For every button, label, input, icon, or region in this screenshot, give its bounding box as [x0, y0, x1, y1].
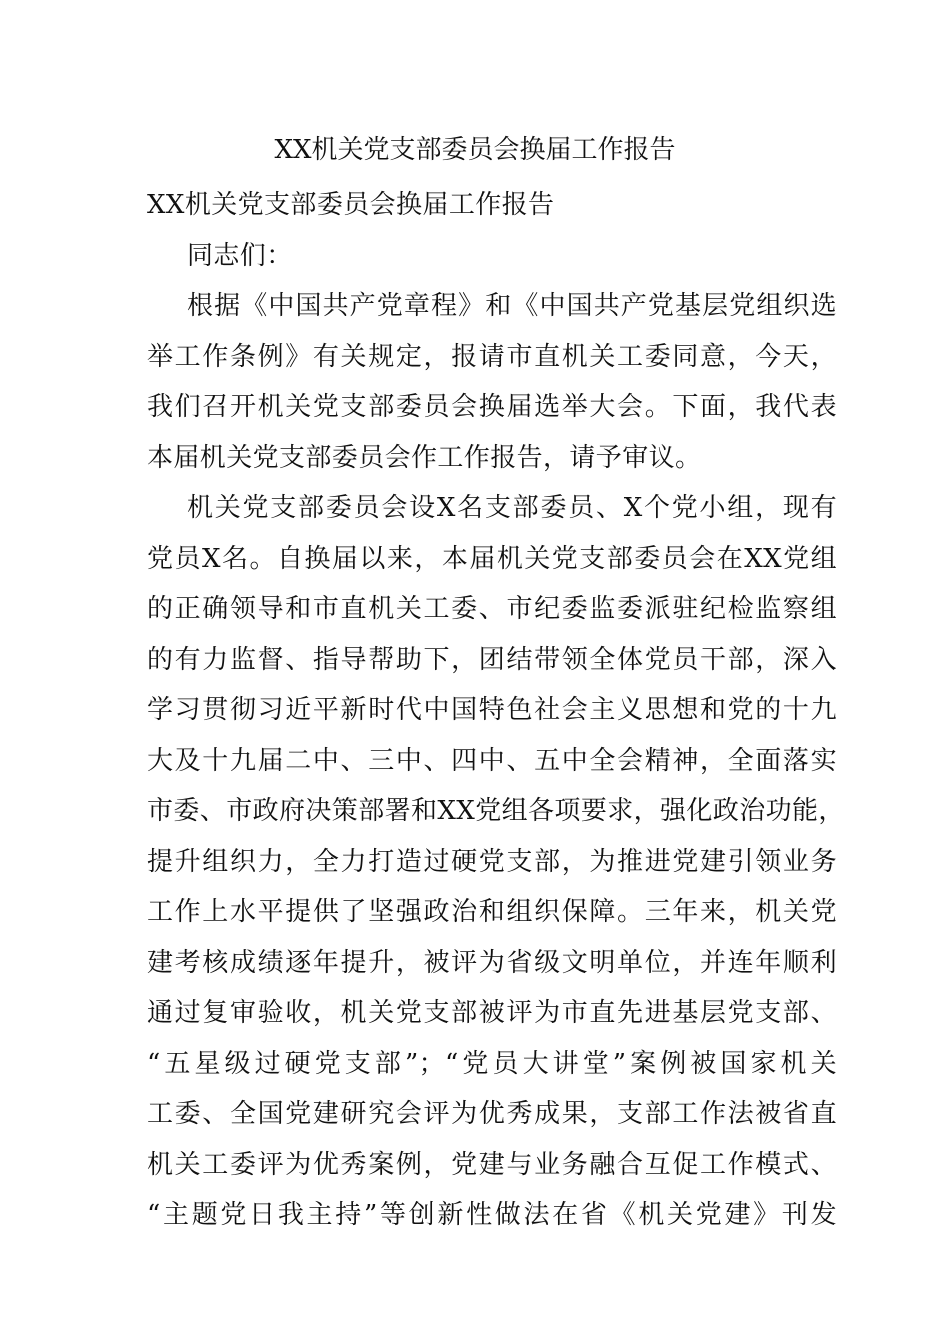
paragraph-line: 工委、全国党建研究会评为优秀成果，支部工作法被省直	[147, 1099, 837, 1129]
paragraph-line: 本届机关党支部委员会作工作报告，请予审议。	[147, 442, 702, 473]
paragraph-line: 提升组织力，全力打造过硬党支部，为推进党建引领业务	[147, 846, 837, 877]
document-body	[147, 180, 845, 1241]
paragraph-line: “五星级过硬党支部”；“党员大讲堂”案例被国家机关	[147, 1048, 837, 1079]
paragraph-line: 工作上水平提供了坚强政治和组织保障。三年来，机关党	[147, 897, 837, 927]
salutation-line: 同志们：	[187, 240, 293, 271]
paragraph-line: 的正确领导和市直机关工委、市纪委监委派驻纪检监察组	[147, 594, 837, 624]
paragraph-line: “主题党日我主持”等创新性做法在省《机关党建》刊发	[147, 1200, 837, 1230]
paragraph-line: 市委、市政府决策部署和XX党组各项要求，强化政治功能，	[147, 796, 845, 826]
paragraph-line: 的有力监督、指导帮助下，团结带领全体党员干部，深入	[147, 644, 837, 675]
paragraph-line: 机关工委评为优秀案例，党建与业务融合互促工作模式、	[147, 1149, 837, 1180]
paragraph-line: 学习贯彻习近平新时代中国特色社会主义思想和党的十九	[147, 695, 837, 725]
subtitle-line: XX机关党支部委员会换届工作报告	[147, 190, 555, 220]
paragraph-line: 举工作条例》有关规定，报请市直机关工委同意，今天，	[147, 341, 837, 372]
paragraph-line: 通过复审验收，机关党支部被评为市直先进基层党支部、	[147, 998, 837, 1028]
paragraph-line: 大及十九届二中、三中、四中、五中全会精神，全面落实	[147, 745, 837, 776]
paragraph-line: 根据《中国共产党章程》和《中国共产党基层党组织选	[187, 291, 837, 321]
paragraph-line: 机关党支部委员会设X名支部委员、X个党小组，现有	[187, 493, 837, 523]
paragraph-line: 我们召开机关党支部委员会换届选举大会。下面，我代表	[147, 392, 837, 422]
document-title: XX机关党支部委员会换届工作报告	[274, 135, 676, 165]
paragraph-line: 党员X名。自换届以来，本届机关党支部委员会在XX党组	[147, 543, 837, 574]
paragraph-line: 建考核成绩逐年提升，被评为省级文明单位，并连年顺利	[147, 947, 837, 978]
